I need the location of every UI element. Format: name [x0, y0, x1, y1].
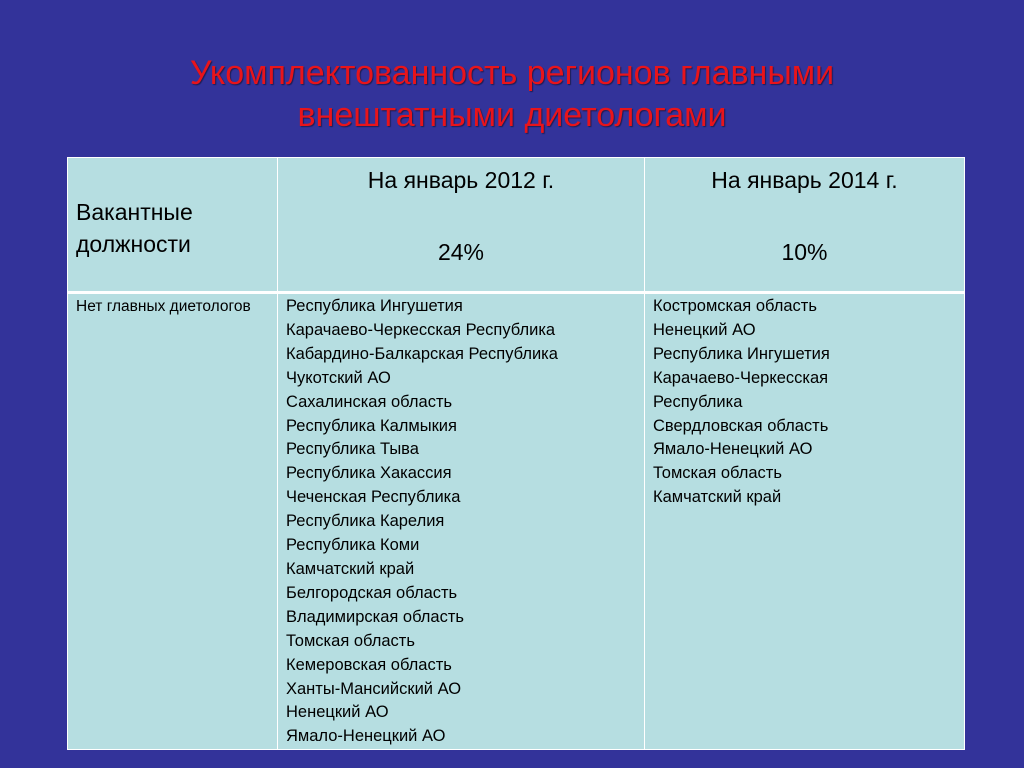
region-2012-item: Ямало-Ненецкий АО	[286, 727, 446, 746]
staffing-table-container	[67, 157, 965, 750]
region-2012-item: Ненецкий АО	[286, 703, 389, 722]
regions-2012-cell	[278, 294, 645, 750]
region-2012-item: Сахалинская область	[286, 392, 453, 411]
table-body-row	[67, 294, 965, 750]
region-2014-item: Ямало-Ненецкий АО	[653, 440, 813, 459]
header-2012-title: На январь 2012 г.	[367, 167, 555, 193]
region-2012-item: Владимирская область	[286, 607, 465, 626]
header-label-cell	[67, 157, 278, 294]
slide-title-line-2: внештатными диетологами	[297, 96, 727, 134]
region-2014-item: Томская область	[653, 464, 782, 483]
staffing-table	[67, 157, 965, 750]
region-2012-item: Республика Коми	[286, 536, 420, 555]
slide-title-line-1: Укомплектованность регионов главными	[189, 54, 835, 92]
region-2012-item: Чукотский АО	[286, 368, 391, 387]
slide-title	[0, 52, 1024, 136]
region-2012-item: Камчатский край	[286, 559, 415, 578]
region-2014-item: Республика	[653, 392, 743, 411]
row-label-cell	[67, 294, 278, 750]
region-2012-item: Томская область	[286, 631, 415, 650]
region-2014-item: Республика Ингушетия	[653, 344, 830, 363]
header-2014-percent: 10%	[781, 239, 828, 265]
region-2014-item: Ненецкий АО	[653, 320, 756, 339]
regions-2012-list	[278, 294, 644, 749]
region-2014-item: Карачаево-Черкесская	[653, 368, 829, 387]
regions-2014-cell	[645, 294, 965, 750]
header-2014-cell	[645, 157, 965, 294]
region-2012-item: Ханты-Мансийский АО	[286, 679, 462, 698]
region-2014-item: Костромская область	[653, 297, 817, 315]
region-2012-item: Республика Хакассия	[286, 464, 452, 483]
header-2014-title: На январь 2014 г.	[711, 167, 898, 193]
region-2012-item: Республика Карелия	[286, 512, 445, 531]
vacant-positions-label: Вакантные должности	[76, 199, 193, 257]
region-2012-item: Кабардино-Балкарская Республика	[286, 344, 558, 363]
no-dietologists-label: Нет главных диетологов	[76, 298, 251, 315]
regions-2014-list	[645, 294, 964, 510]
region-2012-item: Кемеровская область	[286, 655, 452, 674]
region-2014-item: Камчатский край	[653, 488, 782, 507]
region-2012-item: Республика Калмыкия	[286, 416, 457, 435]
header-2012-cell	[278, 157, 645, 294]
region-2012-item: Республика Тыва	[286, 440, 419, 459]
region-2012-item: Чеченская Республика	[286, 488, 461, 507]
region-2012-item: Карачаево-Черкесская Республика	[286, 320, 556, 339]
region-2014-item: Свердловская область	[653, 416, 829, 435]
header-2012-percent: 24%	[437, 239, 485, 265]
table-header-row	[67, 157, 965, 294]
region-2012-item: Республика Ингушетия	[286, 297, 463, 315]
region-2012-item: Белгородская область	[286, 583, 458, 602]
